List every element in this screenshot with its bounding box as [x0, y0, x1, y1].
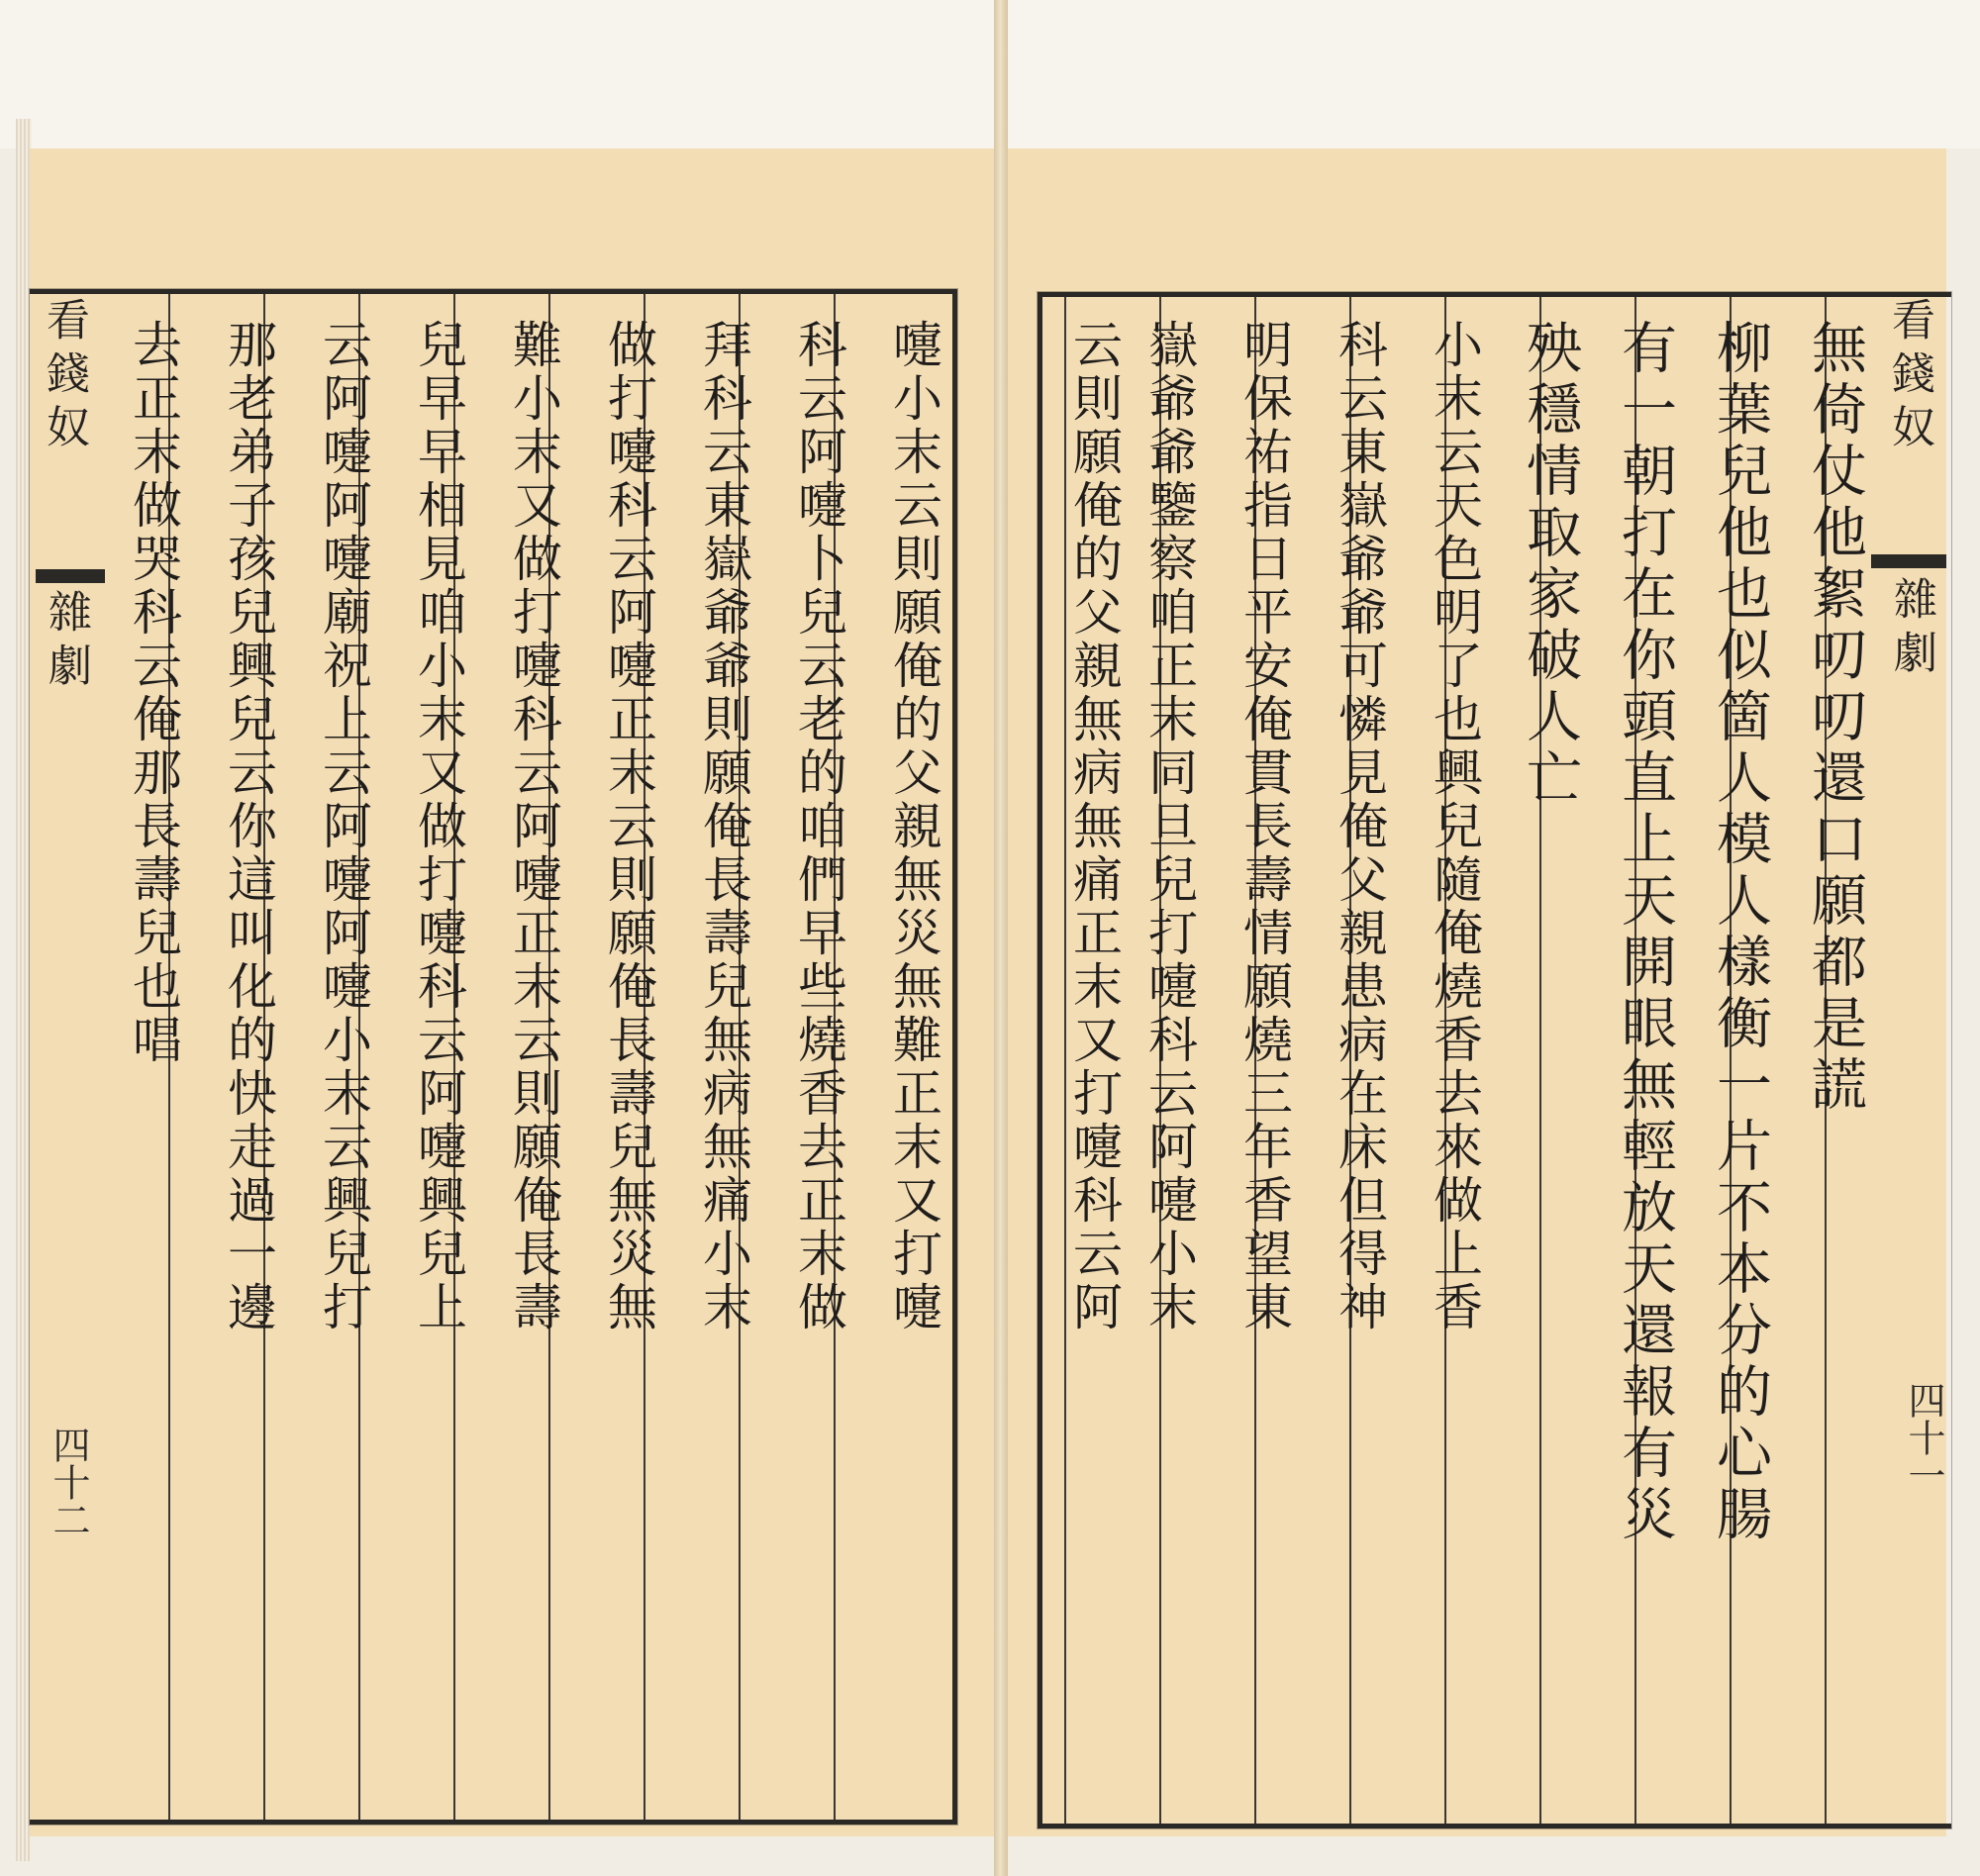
left-text-column-6: 兒早早相見咱小末又做打嚏科云阿嚏興兒上: [410, 319, 467, 1334]
right-page-number: 四十一: [1902, 1381, 1945, 1494]
top-margin-paper: [0, 0, 1980, 148]
right-text-column-4: 殃穩情取家破人亡: [1518, 319, 1582, 810]
left-margin-title: 看錢奴: [39, 297, 89, 457]
left-page-number: 四十二: [47, 1426, 90, 1538]
right-text-column-9: 云則願俺的父親無病無痛正末又打嚏科云阿: [1065, 319, 1123, 1334]
right-text-column-8: 嶽爺爺鑒察咱正末同旦兒打嚏科云阿嚏小末: [1140, 319, 1198, 1334]
fishtail-mark: [36, 569, 105, 583]
right-text-column-3: 有一朝打在你頭直上天開眼無輕放天還報有災: [1613, 319, 1677, 1546]
right-text-column-6: 科云東嶽爺爺可憐見俺父親患病在床但得神: [1331, 319, 1388, 1334]
book-gutter: [994, 0, 1008, 1876]
left-text-column-8: 那老弟子孩兒興兒云你這叫化的快走過一邊: [220, 319, 277, 1334]
left-text-column-5: 難小末又做打嚏科云阿嚏正末云則願俺長壽: [505, 319, 562, 1334]
right-text-column-5: 小末云天色明了也興兒隨俺燒香去來做上香: [1426, 319, 1483, 1334]
left-text-column-2: 科云阿嚏卜兒云老的咱們早些燒香去正末做: [790, 319, 847, 1334]
right-text-column-1: 無倚仗他絮叨叨還口願都是謊: [1803, 319, 1867, 1117]
left-text-column-4: 做打嚏科云阿嚏正末云則願俺長壽兒無災無: [600, 319, 657, 1334]
fishtail-mark: [1871, 554, 1946, 568]
left-text-column-3: 拜科云東嶽爺爺則願俺長壽兒無病無痛小末: [695, 319, 752, 1334]
right-margin-title: 看錢奴: [1884, 297, 1934, 457]
left-text-column-7: 云阿嚏阿嚏廟祝上云阿嚏阿嚏小末云興兒打: [315, 319, 372, 1334]
right-text-column-7: 明保祐指日平安俺貫長壽情願燒三年香望東: [1236, 319, 1293, 1334]
left-margin-section: 雜劇: [41, 589, 91, 696]
right-text-column-2: 柳葉兒他也似箇人模人樣衡一片不本分的心腸: [1708, 319, 1772, 1546]
left-text-column-9: 去正末做哭科云俺那長壽兒也唱: [125, 319, 182, 1067]
left-text-column-1: 嚏小末云則願俺的父親無災無難正末又打嚏: [885, 319, 942, 1334]
right-margin-section: 雜劇: [1886, 576, 1936, 683]
